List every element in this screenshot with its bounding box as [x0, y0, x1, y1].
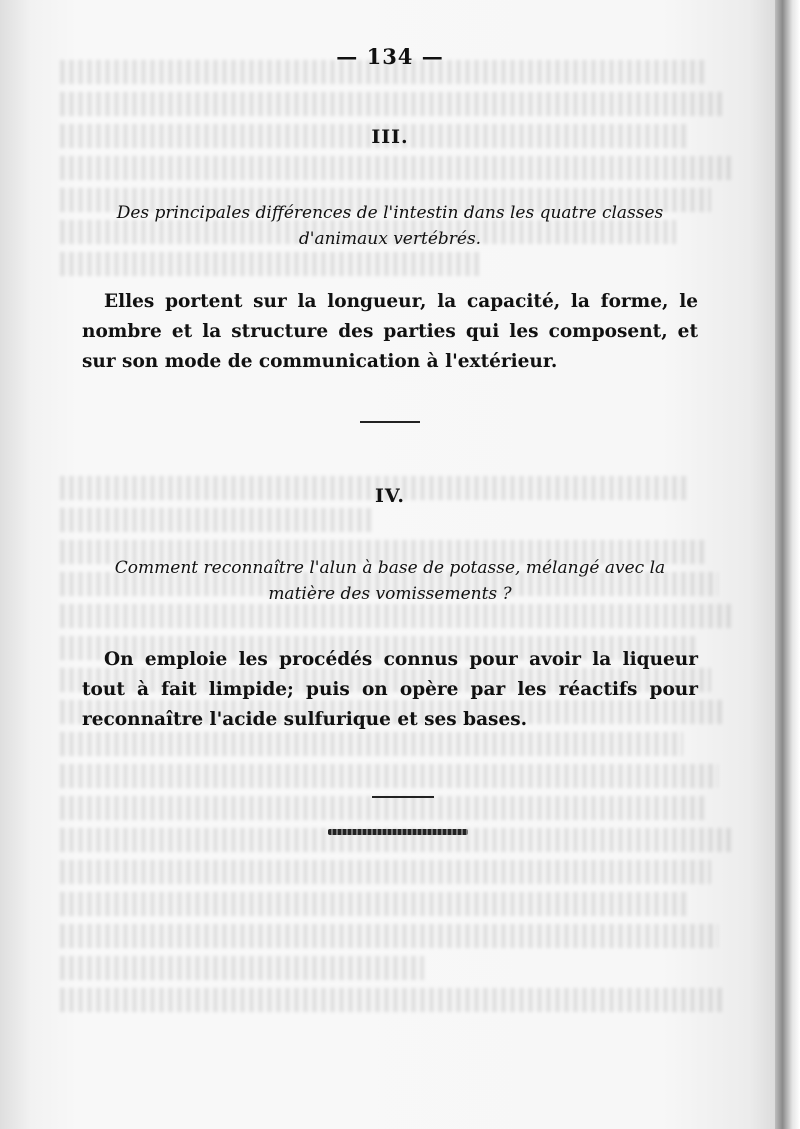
section-body	[82, 645, 698, 735]
section-body	[82, 287, 698, 377]
separator-rule	[372, 796, 434, 798]
separator-rule	[360, 421, 420, 423]
book-gutter	[775, 0, 800, 1129]
section-number: III.	[371, 126, 409, 148]
section-body-text: Elles portent sur la longueur, la capacité, la forme, le nombre et la structure des parties qui les composent, et sur son mode de communication à l'extérieur.	[82, 291, 698, 372]
section-number: IV.	[375, 485, 405, 507]
section-heading: Des principales différences de l'intestin dans les quatre classes d'animaux vertébrés.	[116, 203, 664, 249]
page-number: — 134 —	[336, 44, 444, 69]
section-body-text: On emploie les procédés connus pour avoir la liqueur tout à fait limpide; puis on opère par les réactifs pour reconnaître l'acide sulfurique et ses bases.	[82, 649, 698, 730]
end-ornament-rule	[328, 829, 468, 835]
section-heading: Comment reconnaître l'alun à base de potasse, mélangé avec la matière des vomissements ?	[114, 558, 666, 604]
